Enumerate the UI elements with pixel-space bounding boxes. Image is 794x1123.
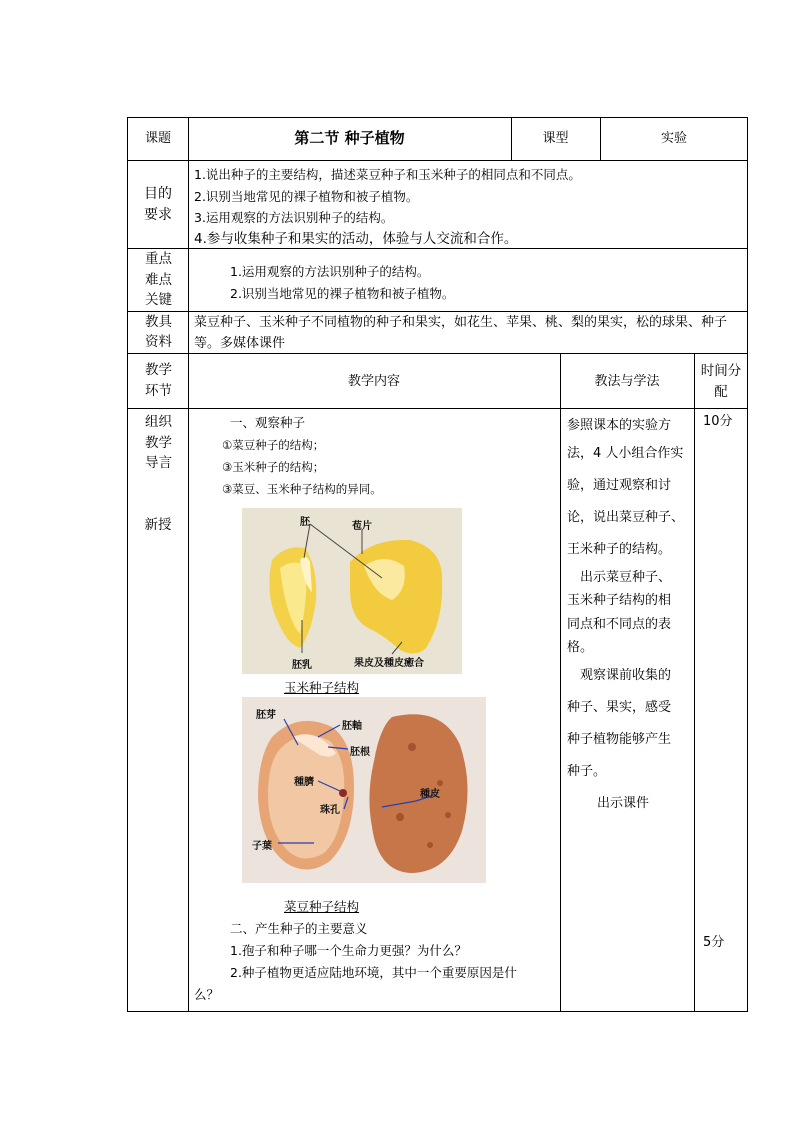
method-line: 参照课本的实验方 — [567, 418, 672, 433]
type-label: 课型 — [542, 131, 569, 146]
stage-new: 新授 — [144, 517, 172, 533]
time-1: 10分 — [703, 414, 733, 429]
lesson-plan-table — [127, 117, 748, 1012]
label-hypocotyl: 胚軸 — [342, 721, 362, 732]
method-line: 论，说出菜豆种子、 — [567, 509, 685, 525]
method-line: 验，通过观察和讨 — [567, 477, 672, 493]
corn-caption: 玉米种子结构 — [284, 680, 360, 695]
method-header: 教法与学法 — [594, 374, 660, 389]
method-line: 种子、果实，感受 — [567, 699, 672, 715]
question-2-cont: 么？ — [194, 987, 220, 1002]
method-line: 法，4 人小组合作实 — [567, 445, 684, 461]
method-line: 观察课前收集的 — [580, 667, 672, 683]
label-seed-coat: 種皮 — [420, 789, 440, 800]
key-points-label: 重点难点关键 — [145, 251, 172, 308]
label-micropyle: 珠孔 — [320, 805, 340, 816]
stage-intro: 组织教学导言 — [145, 414, 172, 471]
course-label: 课题 — [144, 131, 171, 146]
method-line: 种子。 — [567, 763, 607, 779]
label-plumule: 胚芽 — [256, 710, 276, 721]
label-radicle: 胚根 — [350, 747, 370, 758]
label-bract: 苞片 — [352, 521, 372, 532]
method-line: 同点和不同点的表 — [567, 616, 672, 632]
corn-seed-illustration — [242, 508, 462, 674]
objectives-label: 目的要求 — [144, 186, 172, 223]
method-line: 玉米种子结构的相 — [567, 593, 672, 608]
time-2: 5分 — [703, 935, 725, 950]
bean-seed-illustration — [242, 697, 486, 883]
bean-caption: 菜豆种子结构 — [284, 899, 360, 914]
list-item: ③菜豆、玉米种子结构的异同。 — [222, 482, 382, 496]
time-header: 时间分配 — [700, 363, 742, 400]
key-points-list — [190, 261, 740, 304]
question-1: 1.孢子和种子哪一个生命力更强？为什么？ — [230, 943, 467, 958]
materials-text: 菜豆种子、玉米种子不同植物的种子和果实，如花生、苹果、桃、梨的果实，松的球果、种子等。多媒体课件 — [194, 315, 728, 351]
page-title: 第二节 种子植物 — [294, 129, 405, 147]
list-item: ③玉米种子的结构； — [222, 460, 325, 474]
label-endosperm: 胚乳 — [292, 660, 312, 671]
materials-label: 教具资料 — [145, 314, 172, 350]
method-text — [567, 414, 691, 820]
list-item: ①菜豆种子的结构； — [222, 438, 325, 452]
method-line: 格。 — [567, 640, 594, 655]
content-section2 — [194, 896, 556, 1006]
method-line: 出示课件 — [597, 795, 650, 811]
method-line: 王米种子的结构。 — [567, 541, 672, 557]
objective-item: 2.识别当地常见的裸子植物和被子植物。 — [194, 188, 419, 204]
section-title: 二、产生种子的主要意义 — [230, 921, 368, 936]
label-pericarp: 果皮及種皮癒合 — [354, 658, 424, 669]
stage-header: 教学环节 — [145, 362, 172, 399]
section-title: 一、观察种子 — [230, 415, 306, 430]
content-section1 — [194, 412, 556, 500]
question-2: 2.种子植物更适应陆地环境，其中一个重要原因是什 — [230, 965, 517, 980]
method-line: 出示菜豆种子、 — [580, 569, 672, 585]
type-value: 实验 — [660, 131, 687, 146]
key-point-item: 2.识别当地常见的裸子植物和被子植物。 — [230, 285, 455, 301]
label-cotyledon: 子葉 — [252, 841, 272, 852]
label-embryo: 胚 — [300, 517, 310, 528]
objective-item: 4.参与收集种子和果实的活动，体验与人交流和合作。 — [194, 230, 518, 247]
bean-seed-image — [242, 697, 486, 883]
objective-item: 3.运用观察的方法识别种子的结构。 — [194, 210, 394, 225]
objective-item: 1.说出种子的主要结构，描述菜豆种子和玉米种子的相同点和不同点。 — [194, 167, 581, 182]
label-hilum: 種臍 — [294, 777, 314, 788]
objectives-list — [194, 164, 744, 250]
content-header: 教学内容 — [347, 374, 400, 389]
method-line: 种子植物能够产生 — [567, 731, 672, 747]
corn-seed-image — [242, 508, 462, 674]
key-point-item: 1.运用观察的方法识别种子的结构。 — [230, 264, 430, 279]
